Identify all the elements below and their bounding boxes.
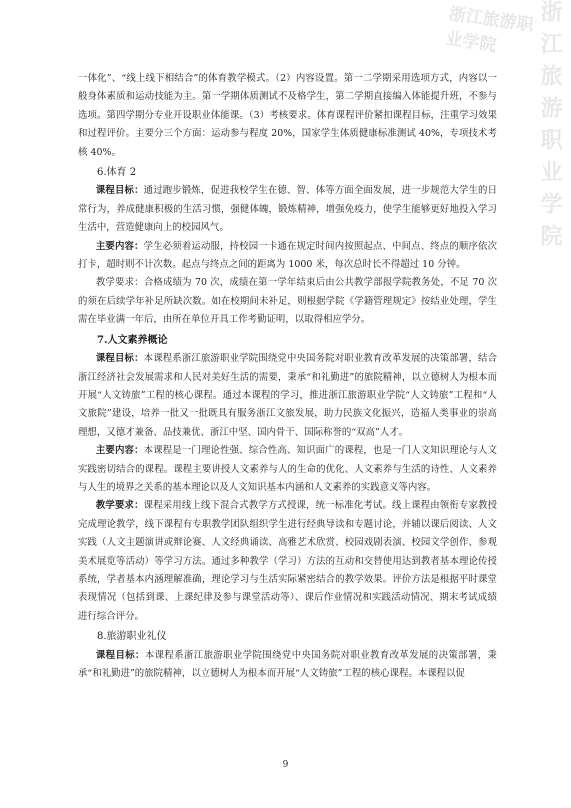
paragraph-sports-mode: 一体化”、“线上线下相结合”的体育教学模式。（2）内容设置。第一二学期采用选项方式，内容以一般身体素质和运动技能为主。第一学期体质测试不及格学生，第二学期直接编入体能提升班，不参与选项。第四学期分专业开设职业体能课。（3）考核要求。体育课程评价紧扣课程目标，注重学习效果和过程评价。主要分三个方面：运动参与程度 20%，国家学生体质健康标准测试 40%，专项技术考核 40%。	[78, 73, 497, 158]
watermark-vertical: 浙江旅游职业学院	[537, 0, 563, 256]
page-body	[78, 70, 497, 683]
text-content: 本课程是一门理论性强、综合性高、知识面广的课程，也是一门人文知识理论与人文实践密切结合的课程。课程主要讲授人文素养与人的生命的优化、人文素养与生活的诗性、人文素养与人生的境界之关系的基本理论以及人文知识基本内涵和人文素养的实践意义等内容。	[78, 445, 497, 493]
label-content: 主要内容：	[95, 240, 144, 252]
paragraph-pe2-content	[78, 238, 497, 275]
watermark-stamp: 浙江旅游职业学院	[444, 4, 535, 56]
label-requirements: 教学要求：	[95, 500, 144, 512]
label-content: 主要内容：	[95, 445, 144, 457]
text-content: 学生必须着运动服，持校园一卡通在规定时间内按照起点、中间点、终点的顺序依次打卡，超时则不计次数。起点与终点之间的距离为 1000 米，每次总时长不得超过 10 分钟。	[78, 240, 497, 271]
paragraph-etiquette-goal	[78, 647, 497, 684]
paragraph-humanities-content	[78, 442, 497, 497]
text-goal: 本课程系浙江旅游职业学院围绕党中央国务院对职业教育改革发展的决策部署，结合浙江经济社会发展需求和人民对美好生活的需要，秉承“和礼勤进”的旅院精神，以立德树人为根本而开展“人文铸旅”工程的核心课程。通过本课程的学习，推进浙江旅游职业学院“人文铸旅”工程和“人文旅院”建设，培养一批又一批既具有服务浙江文旅发展，助力民族文化振兴，造福人类事业的崇高理想，又德才兼备、品技兼优、浙江中坚、国内骨干、国际称誉的“双高”人才。	[78, 353, 497, 438]
heading-tourism-etiquette: 8.旅游职业礼仪	[97, 631, 167, 643]
page-number: 9	[282, 760, 289, 770]
text-goal: 本课程系浙江旅游职业学院围绕党中央国务院对职业教育改革发展的决策部署，秉承“和礼勤进”的旅院精神，以立德树人为根本而开展“人文铸旅”工程的核心课程。本课程以促	[78, 649, 497, 679]
heading-humanities: 7.人文素养概论	[97, 334, 168, 346]
paragraph-humanities-requirements	[78, 497, 497, 626]
label-goal: 课程目标：	[95, 649, 145, 661]
text-requirements: 课程采用线上线下混合式教学方式授课，统一标准化考试。线上课程由领衔专家教授完成理论教学，线下课程有专职教学团队组织学生进行经典导读和专题讨论，并辅以课后阅读、人文实践（人文主题演讲或辩论赛、人文经典诵读、高雅艺术欣赏、校园戏剧表演、校园文学创作、参观美术展览等活动）等学习方法。通过多种教学（学习）方法的互动和交替使用达到教者基本理论传授系统，学者基本内涵理解准确，理论学习与生活实际紧密结合的教学效果。评价方法是根据平时课堂表现情况（包括到课、上课纪律及参与课堂活动等）、课后作业情况和实践活动情况、期末考试成绩进行综合评分。	[78, 500, 497, 622]
label-goal: 课程目标：	[95, 353, 144, 365]
label-goal: 课程目标：	[95, 185, 144, 197]
paragraph-pe2-goal	[78, 182, 497, 237]
paragraph-pe2-requirements: 教学要求：合格成绩为 70 次，成绩在第一学年结束后由公共教学部报学院教务处，不足 70 次的须在后续学年补足所缺次数。如在校期间未补足，则根据学院《学籍管理规定》按结业处理，学生需在毕业满一年后，由所在单位开具工作考勤证明，以取得相应学分。	[78, 277, 497, 326]
paragraph-humanities-goal	[78, 350, 497, 442]
heading-pe2: 6.体育 2	[97, 167, 137, 179]
text-goal: 通过跑步锻炼，促进我校学生在德、智、体等方面全面发展，进一步规范大学生的日常行为，养成健康积极的生活习惯，强健体魄，锻炼精神，增强免疫力，使学生能够更好地投入学习生活中，营造健康向上的校园风气。	[78, 185, 497, 234]
